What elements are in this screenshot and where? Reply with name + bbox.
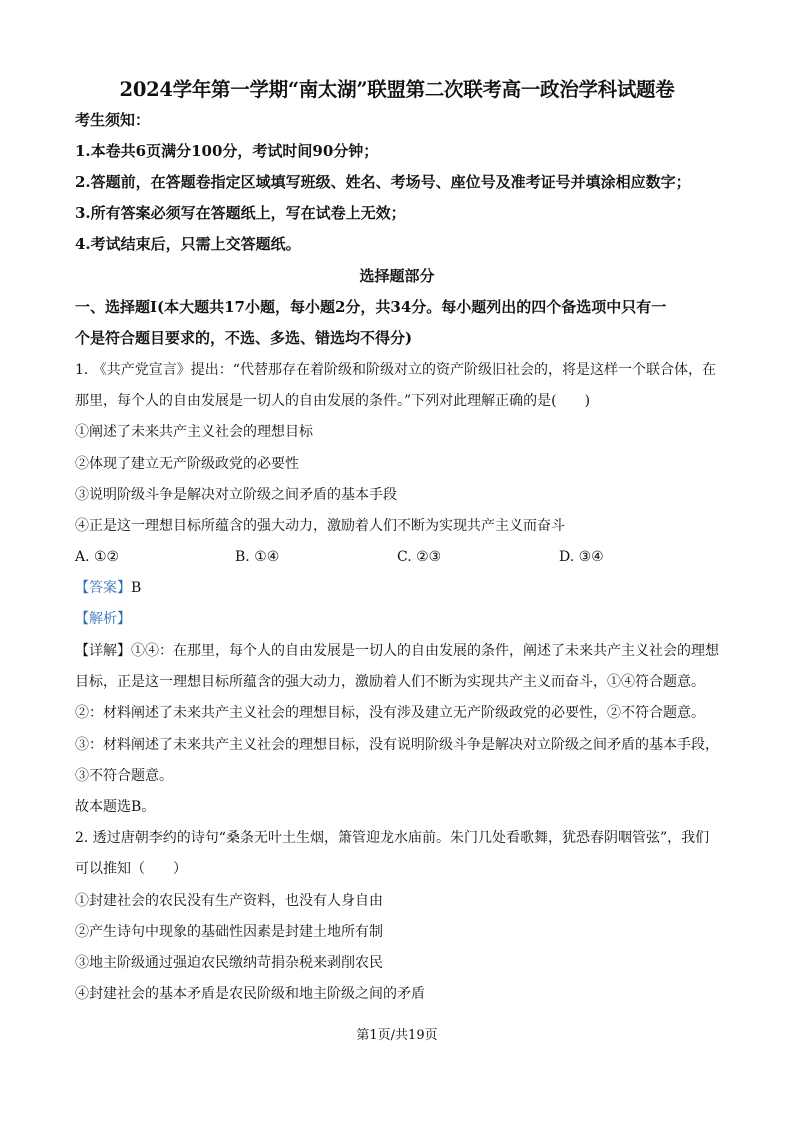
question-1-statement: ②体现了建立无产阶级政党的必要性 — [75, 456, 299, 472]
detail-line: 目标，正是这一理想目标所蕴含的强大动力，激励着人们不断为实现共产主义而奋斗，①④符合题意。 — [75, 674, 705, 690]
detail-line: ②：材料阐述了未来共产主义社会的理想目标，没有涉及建立无产阶级政党的必要性，②不符合题意。 — [75, 705, 705, 721]
conclusion-line: 故本题选B。 — [75, 799, 156, 815]
question-2-stem: 可以推知（ ） — [75, 861, 187, 877]
notice-item: 2.答题前，在答题卷指定区域填写班级、姓名、考场号、座位号及准考证号并填涂相应数字； — [75, 173, 691, 191]
detail-text: ①④：在那里，每个人的自由发展是一切人的自由发展的条件，阐述了未来共产主义社会的理想 — [131, 643, 719, 659]
exam-title: 2024学年第一学期“南太湖”联盟第二次联考高一政治学科试题卷 — [119, 78, 675, 101]
question-2-stem: 2. 透过唐朝李约的诗句“桑条无叶土生烟，箫管迎龙水庙前。朱门几处看歌舞，犹恐春阴咽管弦”，我们 — [75, 830, 710, 846]
section-heading: 选择题部分 — [359, 267, 435, 285]
question-1-option-d: D. ③④ — [559, 549, 604, 565]
question-2-statement: ①封建社会的农民没有生产资料，也没有人身自由 — [75, 893, 383, 909]
question-1-option-b: B. ①④ — [235, 549, 280, 565]
question-2-statement: ②产生诗句中现象的基础性因素是封建土地所有制 — [75, 924, 383, 940]
page-footer: 第1页/共19页 — [356, 1028, 438, 1043]
analysis-tag: 【解析】 — [75, 611, 131, 627]
question-2-statement: ④封建社会的基本矛盾是农民阶级和地主阶级之间的矛盾 — [75, 986, 425, 1002]
detail-tag: 【详解】 — [75, 643, 131, 659]
answer-line — [75, 578, 141, 598]
notice-item: 4.考试结束后，只需上交答题纸。 — [75, 235, 301, 253]
question-1-statement: ③说明阶级斗争是解决对立阶级之间矛盾的基本手段 — [75, 487, 397, 503]
question-2-statement: ③地主阶级通过强迫农民缴纳苛捐杂税来剥削农民 — [75, 955, 383, 971]
part-instruction: 一、选择题Ⅰ(本大题共17小题，每小题2分，共34分。每小题列出的四个备选项中只有一 — [75, 298, 667, 316]
question-1-statement: ④正是这一理想目标所蕴含的强大动力，激励着人们不断为实现共产主义而奋斗 — [75, 518, 565, 534]
question-1-statement: ①阐述了未来共产主义社会的理想目标 — [75, 424, 313, 440]
notice-item: 1.本卷共6页满分100分，考试时间90分钟； — [75, 142, 379, 160]
answer-tag: 【答案】 — [75, 580, 131, 596]
question-1-option-c: C. ②③ — [397, 549, 442, 565]
part-instruction: 个是符合题目要求的，不选、多选、错选均不得分) — [75, 329, 413, 347]
question-1-stem: 那里，每个人的自由发展是一切人的自由发展的条件。”下列对此理解正确的是( ) — [75, 393, 591, 409]
detail-line: ③不符合题意。 — [75, 768, 173, 784]
detail-line — [75, 641, 719, 661]
notice-heading: 考生须知： — [75, 111, 151, 129]
question-1-option-a: A. ①② — [75, 549, 120, 565]
question-1-stem: 1. 《共产党宣言》提出：“代替那存在着阶级和阶级对立的资产阶级旧社会的，将是这样一个联合体，在 — [75, 362, 716, 378]
notice-item: 3.所有答案必须写在答题纸上，写在试卷上无效； — [75, 204, 406, 222]
detail-line: ③：材料阐述了未来共产主义社会的理想目标，没有说明阶级斗争是解决对立阶级之间矛盾的基本手段， — [75, 737, 719, 753]
answer-value: B — [131, 580, 142, 596]
